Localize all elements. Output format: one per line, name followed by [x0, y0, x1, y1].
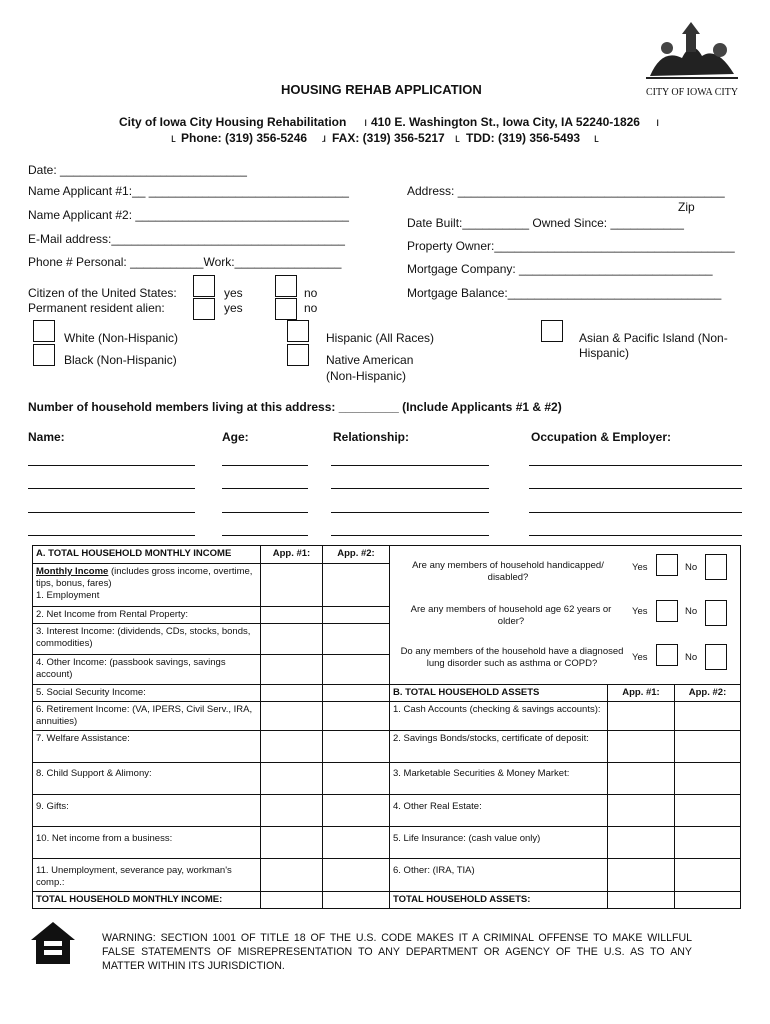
separator-mark: ı [656, 115, 660, 129]
assets-app1-cell[interactable] [608, 763, 675, 795]
separator-mark: ı [364, 115, 368, 129]
date-field[interactable]: Date: ____________________________ [28, 163, 247, 177]
income-app1-cell[interactable] [261, 654, 323, 684]
income-app2-cell[interactable] [323, 563, 390, 606]
org-address: 410 E. Washington St., Iowa City, IA 52240-1826 [371, 115, 640, 129]
assets-app1-header: App. #1: [608, 685, 675, 702]
income-app1-cell[interactable] [261, 731, 323, 763]
black-label: Black (Non-Hispanic) [64, 353, 177, 367]
assets-total-app1[interactable] [608, 892, 675, 909]
income-app2-cell[interactable] [323, 859, 390, 892]
assets-app1-cell[interactable] [608, 859, 675, 892]
phone-field[interactable]: Phone # Personal: ___________Work:________________ [28, 255, 342, 269]
native-american-label: Native American [326, 353, 414, 367]
income-row-business: 10. Net income from a business: [33, 827, 261, 859]
native-american-label-2: (Non-Hispanic) [326, 369, 407, 383]
citizen-yes-label: yes [224, 286, 243, 300]
warning-text: WARNING: SECTION 1001 OF TITLE 18 OF THE U.S. CODE MAKES IT A CRIMINAL OFFENSE TO MAKE WILLFUL FALSE STATEMENTS OF MISREPRESENTATION TO ANY DEPARTMENT OR AGENCY OF THE U.S. AS TO ANY MATTER WITHIN ITS JURISDICTION. [102, 932, 692, 972]
income-header: A. TOTAL HOUSEHOLD MONTHLY INCOME [33, 546, 261, 564]
assets-row-other: 6. Other: (IRA, TIA) [390, 859, 608, 892]
asian-checkbox[interactable] [541, 320, 563, 342]
separator-mark: ɹ [322, 131, 326, 145]
org-tdd: TDD: (319) 356-5493 [466, 131, 581, 145]
question-lung: Do any members of the household have a diagnosed lung disorder such as asthma or COPD? [400, 646, 624, 669]
income-row-child-support: 8. Child Support & Alimony: [33, 763, 261, 795]
assets-app2-cell[interactable] [675, 827, 741, 859]
assets-row-life-insurance: 5. Life Insurance: (cash value only) [390, 827, 608, 859]
email-field[interactable]: E-Mail address:___________________________________ [28, 232, 345, 246]
employment-label: 1. Employment [36, 589, 100, 601]
assets-total-app2[interactable] [675, 892, 741, 909]
separator-mark: ʟ [455, 131, 460, 145]
resident-no-checkbox[interactable] [275, 298, 297, 320]
income-app1-cell[interactable] [261, 563, 323, 606]
resident-no-label: no [304, 301, 318, 315]
assets-row-securities: 3. Marketable Securities & Money Market: [390, 763, 608, 795]
address-field[interactable]: Address: ________________________________________ [407, 184, 725, 198]
hispanic-label: Hispanic (All Races) [326, 331, 435, 345]
income-total-app2[interactable] [323, 892, 390, 909]
separator-mark: ʟ [171, 131, 176, 145]
income-app1-cell[interactable] [261, 702, 323, 731]
income-app1-cell[interactable] [261, 763, 323, 795]
city-logo [642, 18, 742, 96]
zip-label: Zip [678, 200, 695, 214]
question-age62-yes-checkbox[interactable] [656, 600, 678, 622]
income-row-social-security: 5. Social Security Income: [33, 685, 261, 702]
citizen-label: Citizen of the United States: [28, 286, 177, 300]
income-app2-cell[interactable] [323, 702, 390, 731]
income-app1-cell[interactable] [261, 685, 323, 702]
question-age62: Are any members of household age 62 years or older? [410, 604, 612, 627]
resident-label: Permanent resident alien: [28, 301, 165, 315]
income-app1-cell[interactable] [261, 827, 323, 859]
income-app1-cell[interactable] [261, 624, 323, 654]
income-row-other: 4. Other Income: (passbook savings, savings account) [33, 654, 261, 684]
income-app1-header: App. #1: [261, 546, 323, 564]
assets-app1-cell[interactable] [608, 731, 675, 763]
question-lung-no-label: No [685, 652, 698, 663]
assets-app2-cell[interactable] [675, 763, 741, 795]
income-total: TOTAL HOUSEHOLD MONTHLY INCOME: [33, 892, 261, 909]
question-disabled-yes-checkbox[interactable] [656, 554, 678, 576]
income-row-gifts: 9. Gifts: [33, 795, 261, 827]
citizen-no-label: no [304, 286, 318, 300]
property-owner-field[interactable]: Property Owner:____________________________________ [407, 239, 735, 253]
hispanic-checkbox[interactable] [287, 320, 309, 342]
city-seal-icon [642, 18, 742, 84]
household-members-line[interactable]: Number of household members living at this address: _________ (Include Applicants #1 & #2) [28, 400, 562, 414]
income-row-unemployment: 11. Unemployment, severance pay, workman's comp.: [33, 859, 261, 892]
assets-row-real-estate: 4. Other Real Estate: [390, 795, 608, 827]
date-built-field[interactable]: Date Built:__________ Owned Since: ___________ [407, 216, 684, 230]
assets-app2-cell[interactable] [675, 795, 741, 827]
question-disabled-no-label: No [685, 562, 698, 573]
income-app2-cell[interactable] [323, 624, 390, 654]
white-label: White (Non-Hispanic) [64, 331, 179, 345]
questions-cell [390, 546, 741, 685]
page-title: HOUSING REHAB APPLICATION [281, 82, 482, 97]
income-row-interest: 3. Interest Income: (dividends, CDs, stocks, bonds, commodities) [33, 624, 261, 654]
income-app1-cell[interactable] [261, 859, 323, 892]
citizen-no-checkbox[interactable] [275, 275, 297, 297]
question-lung-yes-checkbox[interactable] [656, 644, 678, 666]
assets-header: B. TOTAL HOUSEHOLD ASSETS [390, 685, 608, 702]
col-age: Age: [222, 430, 249, 444]
income-total-app1[interactable] [261, 892, 323, 909]
income-app2-cell[interactable] [323, 685, 390, 702]
assets-app2-cell[interactable] [675, 859, 741, 892]
mortgage-balance-field[interactable]: Mortgage Balance:________________________________ [407, 286, 722, 300]
assets-row-savings-bonds: 2. Savings Bonds/stocks, certificate of deposit: [390, 731, 608, 763]
name-applicant-1-field[interactable]: Name Applicant #1:__ ______________________________ [28, 184, 349, 198]
assets-app1-cell[interactable] [608, 702, 675, 731]
mortgage-company-field[interactable]: Mortgage Company: _____________________________ [407, 262, 713, 276]
col-occupation: Occupation & Employer: [531, 430, 672, 444]
income-row-rental: 2. Net Income from Rental Property: [33, 606, 261, 624]
org-fax: FAX: (319) 356-5217 [332, 131, 445, 145]
income-app2-cell[interactable] [323, 731, 390, 763]
separator-mark: ʟ [594, 131, 599, 145]
assets-app1-cell[interactable] [608, 795, 675, 827]
question-age62-no-checkbox[interactable] [705, 600, 727, 626]
income-app2-cell[interactable] [323, 606, 390, 624]
name-applicant-2-field[interactable]: Name Applicant #2: ________________________________ [28, 208, 349, 222]
logo-text: CITY OF IOWA CITY [645, 87, 739, 98]
question-lung-no-checkbox[interactable] [705, 644, 727, 670]
question-lung-yes-label: Yes [632, 652, 648, 663]
income-app2-cell[interactable] [323, 654, 390, 684]
equal-housing-icon [28, 918, 78, 968]
assets-row-cash: 1. Cash Accounts (checking & savings accounts): [390, 702, 608, 731]
black-checkbox[interactable] [33, 344, 55, 366]
monthly-income-desc: (includes gross income, overtime, tips, bonus, fares) [36, 565, 253, 589]
resident-yes-label: yes [224, 301, 243, 315]
question-age62-yes-label: Yes [632, 606, 648, 617]
income-row-monthly [33, 563, 261, 606]
income-app1-cell[interactable] [261, 606, 323, 624]
income-app2-cell[interactable] [323, 763, 390, 795]
income-app2-cell[interactable] [323, 827, 390, 859]
org-line: City of Iowa City Housing Rehabilitation [119, 115, 347, 129]
assets-app2-header: App. #2: [675, 685, 741, 702]
col-name: Name: [28, 430, 65, 444]
income-row-retirement: 6. Retirement Income: (VA, IPERS, Civil Serv., IRA, annuities) [33, 702, 261, 731]
org-phone: Phone: (319) 356-5246 [181, 131, 308, 145]
assets-total: TOTAL HOUSEHOLD ASSETS: [390, 892, 608, 909]
citizen-yes-checkbox[interactable] [193, 275, 215, 297]
native-american-checkbox[interactable] [287, 344, 309, 366]
question-age62-no-label: No [685, 606, 698, 617]
income-app1-cell[interactable] [261, 795, 323, 827]
assets-app1-cell[interactable] [608, 827, 675, 859]
income-row-welfare: 7. Welfare Assistance: [33, 731, 261, 763]
monthly-income-label: Monthly Income [36, 565, 109, 577]
income-app2-header: App. #2: [323, 546, 390, 564]
income-app2-cell[interactable] [323, 795, 390, 827]
financial-table [32, 545, 741, 909]
assets-app2-cell[interactable] [675, 702, 741, 731]
asian-label-2: Hispanic) [579, 346, 630, 360]
assets-app2-cell[interactable] [675, 731, 741, 763]
question-disabled: Are any members of household handicapped/ disabled? [412, 560, 604, 583]
question-disabled-yes-label: Yes [632, 562, 648, 573]
col-relationship: Relationship: [333, 430, 410, 444]
question-disabled-no-checkbox[interactable] [705, 554, 727, 580]
white-checkbox[interactable] [33, 320, 55, 342]
resident-yes-checkbox[interactable] [193, 298, 215, 320]
asian-label: Asian & Pacific Island (Non- [579, 331, 728, 345]
